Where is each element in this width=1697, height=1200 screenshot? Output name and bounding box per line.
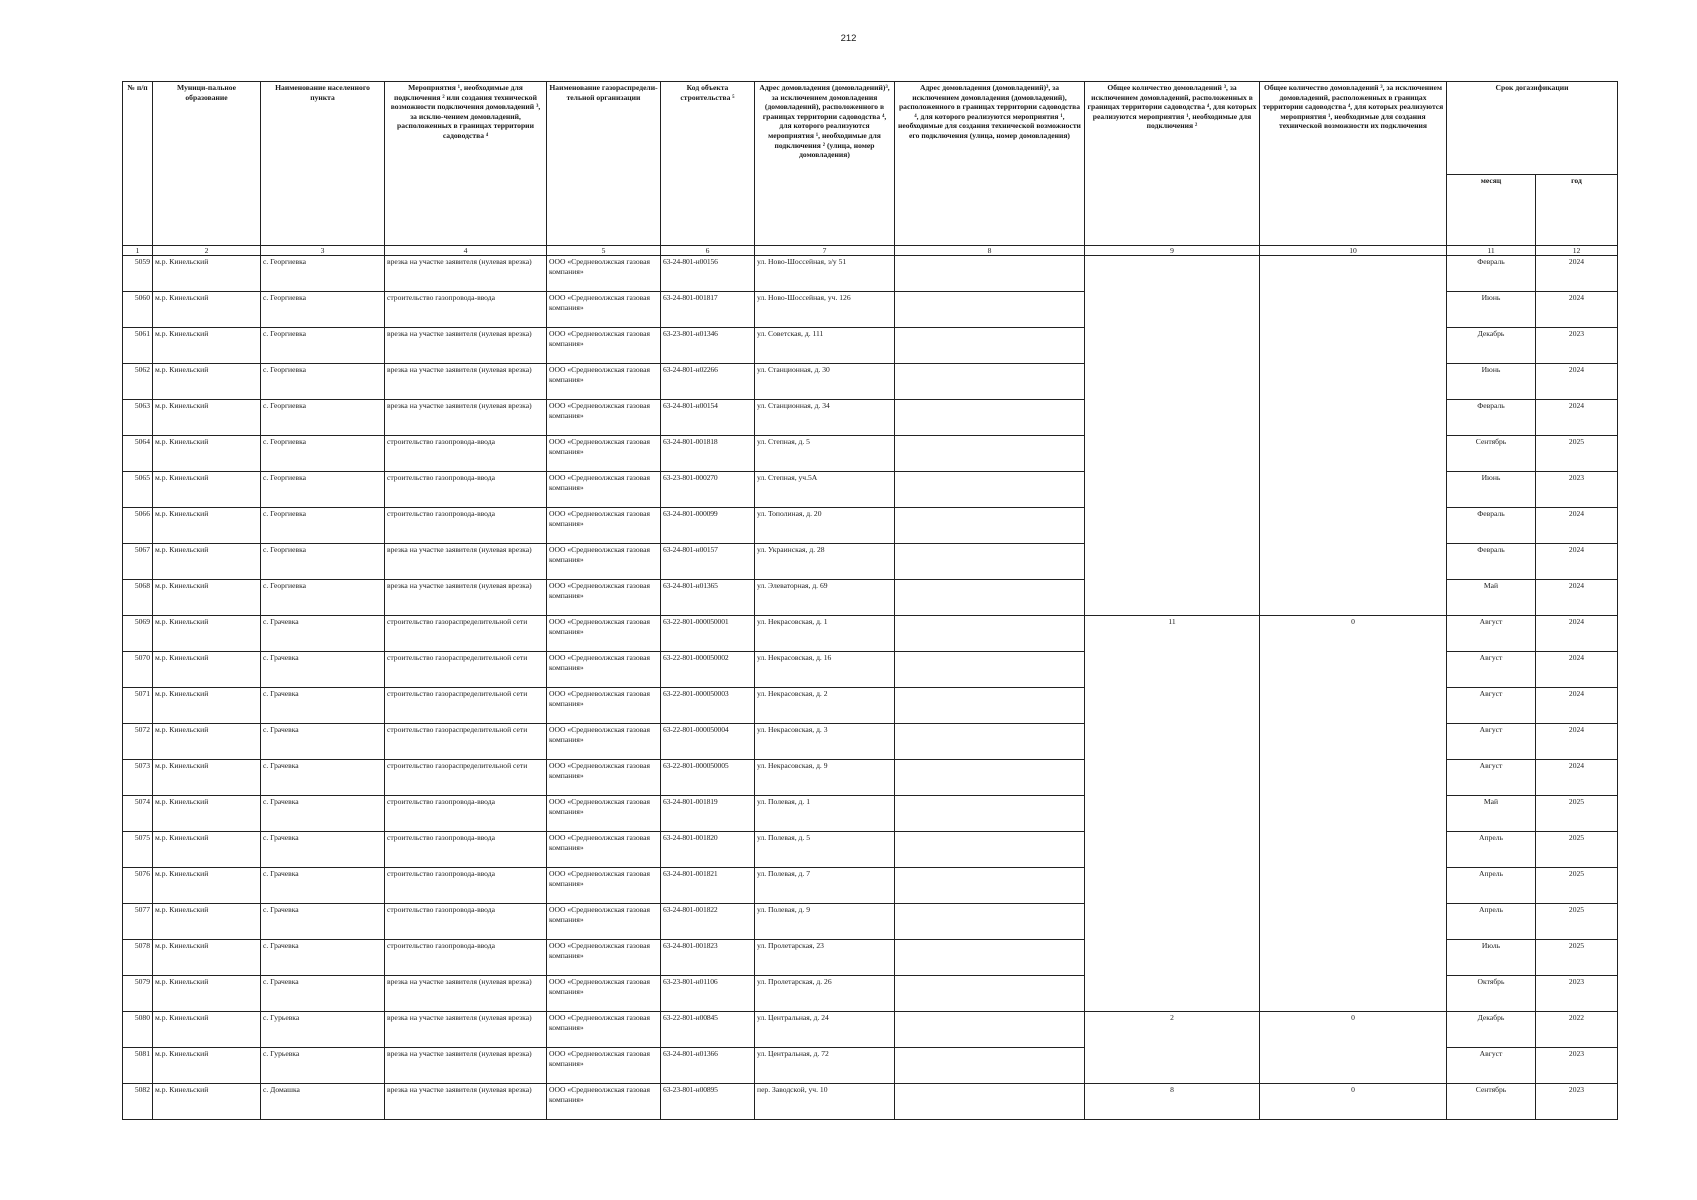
column-number: 2 [153, 246, 261, 256]
row-number: 5069 [123, 616, 153, 652]
object-code-cell: 63-24-801-001818 [661, 436, 755, 472]
settlement-cell: с. Георгиевка [261, 544, 385, 580]
year-cell: 2024 [1536, 616, 1618, 652]
settlement-cell: с. Домашка [261, 1084, 385, 1120]
organization-cell: ООО «Средневолжская газовая компания» [547, 724, 661, 760]
event-cell: строительство газопровода-ввода [385, 868, 547, 904]
row-number: 5077 [123, 904, 153, 940]
year-cell: 2024 [1536, 760, 1618, 796]
count-connection-cell [1085, 256, 1260, 616]
municipality-cell: м.р. Кинельский [153, 292, 261, 328]
address-technical-cell [895, 508, 1085, 544]
organization-cell: ООО «Средневолжская газовая компания» [547, 472, 661, 508]
organization-cell: ООО «Средневолжская газовая компания» [547, 328, 661, 364]
address-technical-cell [895, 976, 1085, 1012]
year-cell: 2024 [1536, 292, 1618, 328]
organization-cell: ООО «Средневолжская газовая компания» [547, 652, 661, 688]
address-cell: ул. Элеваторная, д. 69 [755, 580, 895, 616]
header-number: № п/п [123, 82, 153, 246]
object-code-cell: 63-23-801-н01106 [661, 976, 755, 1012]
address-technical-cell [895, 436, 1085, 472]
row-number: 5075 [123, 832, 153, 868]
year-cell: 2023 [1536, 1048, 1618, 1084]
row-number: 5066 [123, 508, 153, 544]
event-cell: строительство газораспределительной сети [385, 724, 547, 760]
address-technical-cell [895, 472, 1085, 508]
row-number: 5059 [123, 256, 153, 292]
year-cell: 2025 [1536, 796, 1618, 832]
month-cell: Февраль [1447, 400, 1536, 436]
object-code-cell: 63-24-801-н01366 [661, 1048, 755, 1084]
event-cell: врезка на участке заявителя (нулевая врезка) [385, 580, 547, 616]
settlement-cell: с. Грачевка [261, 760, 385, 796]
municipality-cell: м.р. Кинельский [153, 868, 261, 904]
header-organization: Наименование газораспредели-тельной организации [547, 82, 661, 246]
organization-cell: ООО «Средневолжская газовая компания» [547, 1012, 661, 1048]
address-technical-cell [895, 1084, 1085, 1120]
row-number: 5064 [123, 436, 153, 472]
settlement-cell: с. Грачевка [261, 724, 385, 760]
year-cell: 2024 [1536, 400, 1618, 436]
municipality-cell: м.р. Кинельский [153, 544, 261, 580]
organization-cell: ООО «Средневолжская газовая компания» [547, 868, 661, 904]
column-number: 12 [1536, 246, 1618, 256]
settlement-cell: с. Грачевка [261, 688, 385, 724]
address-technical-cell [895, 652, 1085, 688]
address-cell: ул. Полевая, д. 5 [755, 832, 895, 868]
month-cell: Август [1447, 616, 1536, 652]
object-code-cell: 63-24-801-н02266 [661, 364, 755, 400]
count-technical-cell: 0 [1260, 1012, 1447, 1084]
event-cell: врезка на участке заявителя (нулевая врезка) [385, 1048, 547, 1084]
header-settlement: Наименование населенного пункта [261, 82, 385, 246]
gasification-table [122, 81, 1618, 1120]
object-code-cell: 63-22-801-000050002 [661, 652, 755, 688]
organization-cell: ООО «Средневолжская газовая компания» [547, 364, 661, 400]
object-code-cell: 63-24-801-н01365 [661, 580, 755, 616]
address-technical-cell [895, 832, 1085, 868]
object-code-cell: 63-24-801-001820 [661, 832, 755, 868]
organization-cell: ООО «Средневолжская газовая компания» [547, 940, 661, 976]
municipality-cell: м.р. Кинельский [153, 616, 261, 652]
month-cell: Декабрь [1447, 328, 1536, 364]
municipality-cell: м.р. Кинельский [153, 940, 261, 976]
address-technical-cell [895, 904, 1085, 940]
settlement-cell: с. Георгиевка [261, 472, 385, 508]
event-cell: строительство газораспределительной сети [385, 760, 547, 796]
organization-cell: ООО «Средневолжская газовая компания» [547, 400, 661, 436]
organization-cell: ООО «Средневолжская газовая компания» [547, 796, 661, 832]
address-cell: ул. Некрасовская, д. 2 [755, 688, 895, 724]
object-code-cell: 63-23-801-000270 [661, 472, 755, 508]
address-cell: ул. Украинская, д. 28 [755, 544, 895, 580]
settlement-cell: с. Георгиевка [261, 508, 385, 544]
settlement-cell: с. Георгиевка [261, 364, 385, 400]
row-number: 5082 [123, 1084, 153, 1120]
event-cell: врезка на участке заявителя (нулевая врезка) [385, 364, 547, 400]
month-cell: Сентябрь [1447, 436, 1536, 472]
month-cell: Сентябрь [1447, 1084, 1536, 1120]
count-technical-cell: 0 [1260, 616, 1447, 1012]
year-cell: 2023 [1536, 328, 1618, 364]
object-code-cell: 63-23-801-н01346 [661, 328, 755, 364]
address-technical-cell [895, 328, 1085, 364]
municipality-cell: м.р. Кинельский [153, 472, 261, 508]
object-code-cell: 63-24-801-000099 [661, 508, 755, 544]
organization-cell: ООО «Средневолжская газовая компания» [547, 544, 661, 580]
month-cell: Август [1447, 760, 1536, 796]
settlement-cell: с. Георгиевка [261, 256, 385, 292]
header-address-technical: Адрес домовладения (домовладений)³, за исключением домовладения (домовладений), расположенного в границах территории садоводства ⁴, для которого реализуются мероприятия ¹, необходимые для создания технической возможности его подключения (улица, номер домовладения) [895, 82, 1085, 246]
municipality-cell: м.р. Кинельский [153, 1084, 261, 1120]
event-cell: строительство газораспределительной сети [385, 688, 547, 724]
settlement-cell: с. Гурьевка [261, 1048, 385, 1084]
settlement-cell: с. Грачевка [261, 940, 385, 976]
address-technical-cell [895, 580, 1085, 616]
organization-cell: ООО «Средневолжская газовая компания» [547, 832, 661, 868]
column-number: 6 [661, 246, 755, 256]
year-cell: 2025 [1536, 868, 1618, 904]
address-cell: ул. Тополиная, д. 20 [755, 508, 895, 544]
organization-cell: ООО «Средневолжская газовая компания» [547, 436, 661, 472]
organization-cell: ООО «Средневолжская газовая компания» [547, 616, 661, 652]
organization-cell: ООО «Средневолжская газовая компания» [547, 760, 661, 796]
organization-cell: ООО «Средневолжская газовая компания» [547, 976, 661, 1012]
count-connection-cell: 8 [1085, 1084, 1260, 1120]
address-technical-cell [895, 1012, 1085, 1048]
header-deadline: Срок догазификации [1447, 82, 1618, 175]
organization-cell: ООО «Средневолжская газовая компания» [547, 508, 661, 544]
address-cell: ул. Степная, д. 5 [755, 436, 895, 472]
year-cell: 2023 [1536, 1084, 1618, 1120]
object-code-cell: 63-22-801-000050001 [661, 616, 755, 652]
settlement-cell: с. Георгиевка [261, 400, 385, 436]
settlement-cell: с. Грачевка [261, 616, 385, 652]
address-cell: ул. Ново-Шоссейная, уч. 126 [755, 292, 895, 328]
settlement-cell: с. Георгиевка [261, 436, 385, 472]
event-cell: строительство газораспределительной сети [385, 616, 547, 652]
row-number: 5068 [123, 580, 153, 616]
table-row [123, 1084, 1618, 1120]
month-cell: Февраль [1447, 544, 1536, 580]
object-code-cell: 63-24-801-001817 [661, 292, 755, 328]
address-cell: ул. Некрасовская, д. 9 [755, 760, 895, 796]
municipality-cell: м.р. Кинельский [153, 256, 261, 292]
address-cell: ул. Степная, уч.5А [755, 472, 895, 508]
address-cell: ул. Некрасовская, д. 16 [755, 652, 895, 688]
address-technical-cell [895, 796, 1085, 832]
year-cell: 2025 [1536, 904, 1618, 940]
address-cell: ул. Центральная, д. 24 [755, 1012, 895, 1048]
organization-cell: ООО «Средневолжская газовая компания» [547, 256, 661, 292]
table-row [123, 1012, 1618, 1048]
address-technical-cell [895, 292, 1085, 328]
year-cell: 2024 [1536, 652, 1618, 688]
year-cell: 2024 [1536, 688, 1618, 724]
settlement-cell: с. Грачевка [261, 904, 385, 940]
organization-cell: ООО «Средневолжская газовая компания» [547, 292, 661, 328]
year-cell: 2024 [1536, 580, 1618, 616]
row-number: 5062 [123, 364, 153, 400]
address-cell: ул. Полевая, д. 7 [755, 868, 895, 904]
object-code-cell: 63-24-801-н00154 [661, 400, 755, 436]
year-cell: 2025 [1536, 940, 1618, 976]
municipality-cell: м.р. Кинельский [153, 508, 261, 544]
municipality-cell: м.р. Кинельский [153, 400, 261, 436]
event-cell: строительство газопровода-ввода [385, 436, 547, 472]
page-number: 212 [840, 33, 857, 44]
year-cell: 2024 [1536, 544, 1618, 580]
object-code-cell: 63-23-801-н00895 [661, 1084, 755, 1120]
year-cell: 2024 [1536, 364, 1618, 400]
header-row [123, 82, 1618, 175]
address-technical-cell [895, 400, 1085, 436]
month-cell: Февраль [1447, 508, 1536, 544]
object-code-cell: 63-24-801-001823 [661, 940, 755, 976]
column-number-row [123, 246, 1618, 256]
month-cell: Апрель [1447, 868, 1536, 904]
month-cell: Август [1447, 652, 1536, 688]
month-cell: Июль [1447, 940, 1536, 976]
municipality-cell: м.р. Кинельский [153, 1048, 261, 1084]
month-cell: Август [1447, 1048, 1536, 1084]
address-technical-cell [895, 940, 1085, 976]
year-cell: 2024 [1536, 724, 1618, 760]
header-address-connection: Адрес домовладения (домовладений)³, за исключением домовладения (домовладений), расположенного в границах территории садоводства ⁴, для которого реализуются мероприятия ¹, необходимые для подключения ² (улица, номер домовладения) [755, 82, 895, 246]
address-cell: ул. Некрасовская, д. 1 [755, 616, 895, 652]
event-cell: строительство газопровода-ввода [385, 796, 547, 832]
header-count-connection: Общее количество домовладений ³, за исключением домовладений, расположенных в границах территории садоводства ⁴, для которых реализуются мероприятия ¹, необходимые для подключения ² [1085, 82, 1260, 246]
address-cell: ул. Ново-Шоссейная, з/у 51 [755, 256, 895, 292]
settlement-cell: с. Георгиевка [261, 292, 385, 328]
year-cell: 2024 [1536, 508, 1618, 544]
municipality-cell: м.р. Кинельский [153, 328, 261, 364]
header-count-technical: Общее количество домовладений ³, за исключением домовладений, расположенных в границах территории садоводства ⁴, для которых реализуются мероприятия ¹, необходимые для создания технической возможности их подключения [1260, 82, 1447, 246]
year-cell: 2025 [1536, 436, 1618, 472]
month-cell: Август [1447, 688, 1536, 724]
event-cell: строительство газопровода-ввода [385, 508, 547, 544]
column-number: 5 [547, 246, 661, 256]
event-cell: строительство газопровода-ввода [385, 832, 547, 868]
header-object-code: Код объекта строительства ⁵ [661, 82, 755, 246]
row-number: 5060 [123, 292, 153, 328]
organization-cell: ООО «Средневолжская газовая компания» [547, 1084, 661, 1120]
organization-cell: ООО «Средневолжская газовая компания» [547, 1048, 661, 1084]
event-cell: врезка на участке заявителя (нулевая врезка) [385, 544, 547, 580]
row-number: 5080 [123, 1012, 153, 1048]
event-cell: строительство газопровода-ввода [385, 904, 547, 940]
header-municipality: Муници-пальное образование [153, 82, 261, 246]
column-number: 3 [261, 246, 385, 256]
organization-cell: ООО «Средневолжская газовая компания» [547, 904, 661, 940]
address-technical-cell [895, 364, 1085, 400]
year-cell: 2022 [1536, 1012, 1618, 1048]
municipality-cell: м.р. Кинельский [153, 904, 261, 940]
address-technical-cell [895, 724, 1085, 760]
municipality-cell: м.р. Кинельский [153, 760, 261, 796]
count-connection-cell: 2 [1085, 1012, 1260, 1084]
year-cell: 2024 [1536, 256, 1618, 292]
event-cell: строительство газораспределительной сети [385, 652, 547, 688]
settlement-cell: с. Грачевка [261, 832, 385, 868]
object-code-cell: 63-24-801-001819 [661, 796, 755, 832]
address-cell: ул. Центральная, д. 72 [755, 1048, 895, 1084]
object-code-cell: 63-22-801-000050004 [661, 724, 755, 760]
event-cell: врезка на участке заявителя (нулевая врезка) [385, 400, 547, 436]
address-cell: ул. Полевая, д. 9 [755, 904, 895, 940]
row-number: 5063 [123, 400, 153, 436]
count-connection-cell: 11 [1085, 616, 1260, 1012]
address-cell: ул. Пролетарская, 23 [755, 940, 895, 976]
address-cell: ул. Станционная, д. 34 [755, 400, 895, 436]
event-cell: врезка на участке заявителя (нулевая врезка) [385, 256, 547, 292]
row-number: 5061 [123, 328, 153, 364]
header-event: Мероприятия ¹, необходимые для подключения ² или создания технической возможности подключения домовладений ³, за исклю-чением домовладений, расположенных в границах территории садоводства ⁴ [385, 82, 547, 246]
object-code-cell: 63-22-801-н00845 [661, 1012, 755, 1048]
settlement-cell: с. Гурьевка [261, 1012, 385, 1048]
object-code-cell: 63-22-801-000050005 [661, 760, 755, 796]
month-cell: Август [1447, 724, 1536, 760]
address-cell: ул. Полевая, д. 1 [755, 796, 895, 832]
month-cell: Май [1447, 580, 1536, 616]
municipality-cell: м.р. Кинельский [153, 580, 261, 616]
row-number: 5076 [123, 868, 153, 904]
row-number: 5070 [123, 652, 153, 688]
address-cell: ул. Пролетарская, д. 26 [755, 976, 895, 1012]
municipality-cell: м.р. Кинельский [153, 976, 261, 1012]
address-cell: пер. Заводской, уч. 10 [755, 1084, 895, 1120]
settlement-cell: с. Грачевка [261, 868, 385, 904]
year-cell: 2025 [1536, 832, 1618, 868]
address-technical-cell [895, 688, 1085, 724]
municipality-cell: м.р. Кинельский [153, 436, 261, 472]
object-code-cell: 63-24-801-001822 [661, 904, 755, 940]
settlement-cell: с. Георгиевка [261, 580, 385, 616]
address-cell: ул. Некрасовская, д. 3 [755, 724, 895, 760]
month-cell: Декабрь [1447, 1012, 1536, 1048]
month-cell: Апрель [1447, 904, 1536, 940]
column-number: 11 [1447, 246, 1536, 256]
address-cell: ул. Станционная, д. 30 [755, 364, 895, 400]
address-technical-cell [895, 544, 1085, 580]
month-cell: Апрель [1447, 832, 1536, 868]
row-number: 5072 [123, 724, 153, 760]
address-technical-cell [895, 256, 1085, 292]
event-cell: врезка на участке заявителя (нулевая врезка) [385, 1012, 547, 1048]
month-cell: Июнь [1447, 292, 1536, 328]
settlement-cell: с. Георгиевка [261, 328, 385, 364]
event-cell: строительство газопровода-ввода [385, 472, 547, 508]
column-number: 9 [1085, 246, 1260, 256]
column-number: 8 [895, 246, 1085, 256]
event-cell: врезка на участке заявителя (нулевая врезка) [385, 1084, 547, 1120]
address-technical-cell [895, 616, 1085, 652]
month-cell: Октябрь [1447, 976, 1536, 1012]
settlement-cell: с. Грачевка [261, 652, 385, 688]
object-code-cell: 63-24-801-001821 [661, 868, 755, 904]
organization-cell: ООО «Средневолжская газовая компания» [547, 580, 661, 616]
header-month: месяц [1447, 175, 1536, 246]
year-cell: 2023 [1536, 472, 1618, 508]
row-number: 5081 [123, 1048, 153, 1084]
count-technical-cell: 0 [1260, 1084, 1447, 1120]
row-number: 5073 [123, 760, 153, 796]
column-number: 4 [385, 246, 547, 256]
row-number: 5067 [123, 544, 153, 580]
address-cell: ул. Советская, д. 111 [755, 328, 895, 364]
address-technical-cell [895, 868, 1085, 904]
address-technical-cell [895, 1048, 1085, 1084]
count-technical-cell [1260, 256, 1447, 616]
column-number: 7 [755, 246, 895, 256]
object-code-cell: 63-22-801-000050003 [661, 688, 755, 724]
year-cell: 2023 [1536, 976, 1618, 1012]
event-cell: строительство газопровода-ввода [385, 940, 547, 976]
month-cell: Июнь [1447, 472, 1536, 508]
settlement-cell: с. Грачевка [261, 796, 385, 832]
table-body [123, 256, 1618, 1120]
month-cell: Июнь [1447, 364, 1536, 400]
table-row [123, 256, 1618, 292]
column-number: 1 [123, 246, 153, 256]
municipality-cell: м.р. Кинельский [153, 652, 261, 688]
organization-cell: ООО «Средневолжская газовая компания» [547, 688, 661, 724]
object-code-cell: 63-24-801-н00156 [661, 256, 755, 292]
address-technical-cell [895, 760, 1085, 796]
municipality-cell: м.р. Кинельский [153, 832, 261, 868]
municipality-cell: м.р. Кинельский [153, 688, 261, 724]
row-number: 5079 [123, 976, 153, 1012]
municipality-cell: м.р. Кинельский [153, 1012, 261, 1048]
event-cell: врезка на участке заявителя (нулевая врезка) [385, 976, 547, 1012]
settlement-cell: с. Грачевка [261, 976, 385, 1012]
event-cell: строительство газопровода-ввода [385, 292, 547, 328]
object-code-cell: 63-24-801-н00157 [661, 544, 755, 580]
row-number: 5074 [123, 796, 153, 832]
row-number: 5065 [123, 472, 153, 508]
column-number: 10 [1260, 246, 1447, 256]
municipality-cell: м.р. Кинельский [153, 724, 261, 760]
municipality-cell: м.р. Кинельский [153, 796, 261, 832]
header-year: год [1536, 175, 1618, 246]
month-cell: Май [1447, 796, 1536, 832]
row-number: 5071 [123, 688, 153, 724]
row-number: 5078 [123, 940, 153, 976]
table-row [123, 616, 1618, 652]
event-cell: врезка на участке заявителя (нулевая врезка) [385, 328, 547, 364]
month-cell: Февраль [1447, 256, 1536, 292]
municipality-cell: м.р. Кинельский [153, 364, 261, 400]
